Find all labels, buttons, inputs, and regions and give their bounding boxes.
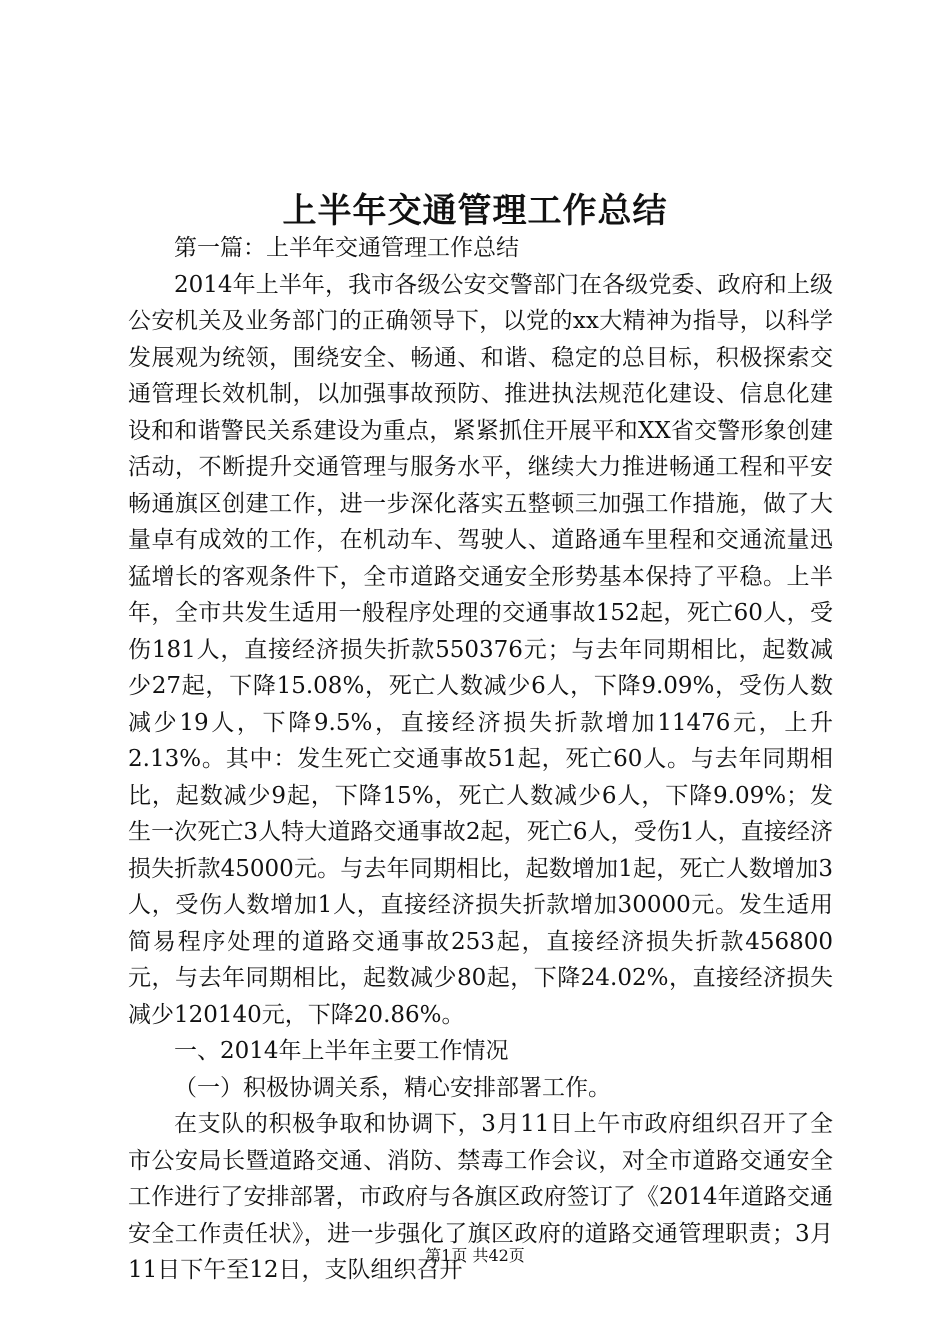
document-title: 上半年交通管理工作总结	[282, 191, 668, 231]
body-paragraph: 在支队的积极争取和协调下，3月11日上午市政府组织召开了全市公安局长暨道路交通、消防、禁毒工作会议，对全市道路交通安全工作进行了安排部署，市政府与各旗区政府签订了《2014年道路交通安全工作责任状》，进一步强化了旗区政府的道路交通管理职责；3月11日下午至12日，支队组织召开	[128, 1111, 833, 1283]
chapter-heading: 一、2014年上半年主要工作情况	[174, 1038, 509, 1064]
summary-paragraph: 2014年上半年，我市各级公安交警部门在各级党委、政府和上级公安机关及业务部门的正确领导下，以党的xx大精神为指导，以科学发展观为统领，围绕安全、畅通、和谐、稳定的总目标，积极探索交通管理长效机制，以加强事故预防、推进执法规范化建设、信息化建设和和谐警民关系建设为重点，紧紧抓住开展平和XX省交警形象创建活动，不断提升交通管理与服务水平，继续大力推进畅通工程和平安畅通旗区创建工作，进一步深化落实五整顿三加强工作措施，做了大量卓有成效的工作，在机动车、驾驶人、道路通车里程和交通流量迅猛增长的客观条件下，全市道路交通安全形势基本保持了平稳。上半年，全市共发生适用一般程序处理的交通事故152起，死亡60人，受伤181人，直接经济损失折款550376元；与去年同期相比，起数减少27起，下降15.08%，死亡人数减少6人，下降9.09%，受伤人数减少19人，下降9.5%，直接经济损失折款增加11476元，上升2.13%。其中：发生死亡交通事故51起，死亡60人。与去年同期相比，起数减少9起，下降15%，死亡人数减少6人，下降9.09%；发生一次死亡3人特大道路交通事故2起，死亡6人，受伤1人，直接经济损失折款45000元。与去年同期相比，起数增加1起，死亡人数增加3人，受伤人数增加1人，直接经济损失折款增加30000元。发生适用简易程序处理的道路交通事故253起，直接经济损失折款456800元，与去年同期相比，起数减少80起，下降24.02%，直接经济损失减少120140元，下降20.86%。	[128, 271, 833, 1028]
section-heading: 第一篇：上半年交通管理工作总结	[174, 235, 519, 261]
document-body	[128, 230, 833, 1289]
page-footer: 第1页 共42页	[425, 1246, 525, 1265]
subsection-heading: （一）积极协调关系，精心安排部署工作。	[174, 1074, 611, 1101]
